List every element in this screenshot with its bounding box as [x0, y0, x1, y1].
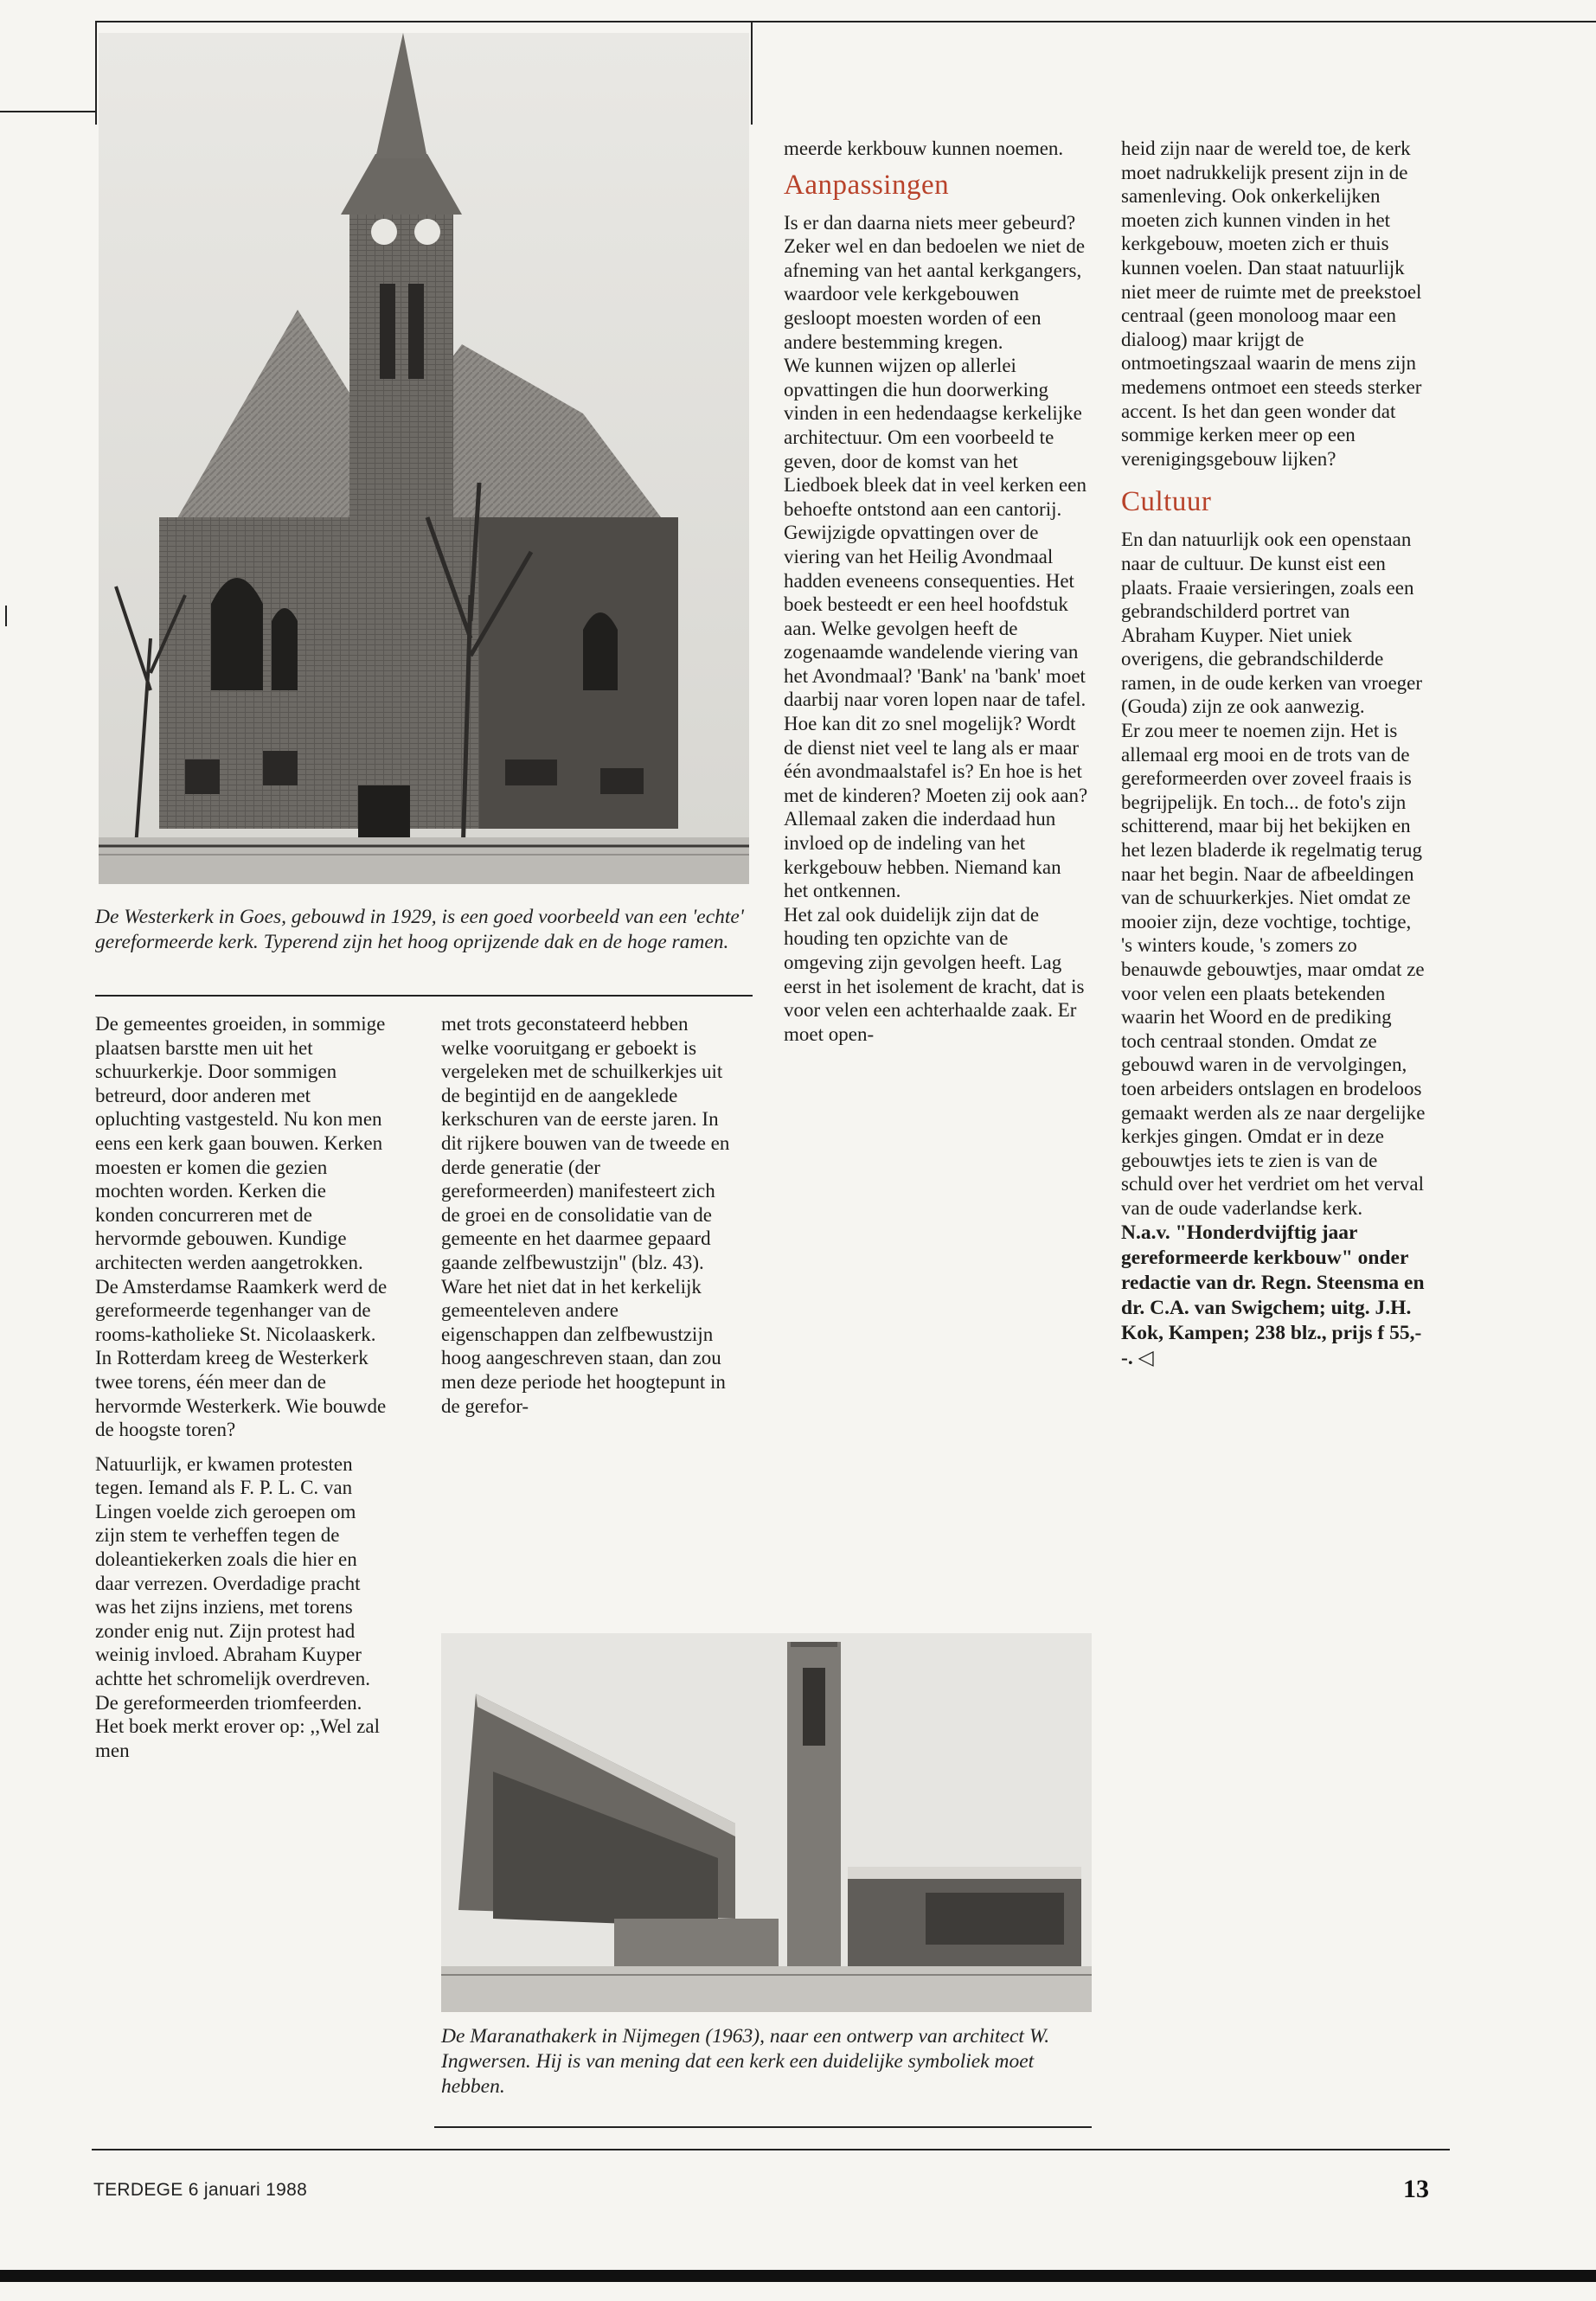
col4-paragraph-2: En dan natuurlijk ook een openstaan naar de cultuur. De kunst eist een plaats. Fraaie versieringen, zoals een gebrandschilderd portret van Abraham Kuyper. Niet uniek overigens, die gebrandschilderde ramen, in de oude kerken van vroeger (Gouda) zijn ze ook aanwezig.: [1121, 529, 1423, 718]
photo2-caption-divider: [434, 2126, 1092, 2128]
col4-paragraph-3: Er zou meer te noemen zijn. Het is allemaal erg mooi en de trots van de gereformeerden over zoveel fraais is begrijpelijk. En toch... de foto's zijn schitterend, maar bij het bekijken en het lezen bladerde ik regelmatig terug naar het begin. Naar de afbeeldingen van de schuurkerkjes. Niet omdat ze mooier zijn, deze vochtige, tochtige, 's winters koude, 's zomers zo benauwde gebouwtjes, maar omdat ze voor velen een plaats betekenden waarin het Woord en de prediking toch centraal stonden. Omdat ze gebouwd waren in de vervolgingen, toen arbeiders ontslagen en brodeloos gemaakt werden als ze naar dergelijke kerkjes gingen. Omdat er in deze gebouwtjes iets te zien is van de schuld over het verdriet om het verval van de oude vaderlandse kerk.: [1121, 720, 1426, 1219]
article-column-4: [1121, 137, 1426, 1371]
footer-date: 6 januari 1988: [188, 2180, 308, 2200]
book-credit: [1121, 1221, 1426, 1371]
photo-maranathakerk-nijmegen: [441, 1633, 1092, 2012]
col3-paragraph-2: We kunnen wijzen op allerlei opvattingen die hun doorwerking vinden in een hedendaagse kerkelijke architectuur. Om een voorbeeld te geven, door de komst van het Liedboek bleek dat in veel kerken een behoefte ontstond aan een cantorij. Gewijzigde opvattingen over de viering van het Heilig Avondmaal hadden eveneens consequenties. Het boek besteedt er een heel hoofdstuk aan. Welke gevolgen heeft de zogenaamde wandelende viering van het Avondmaal? 'Bank' na 'bank' moet daarbij naar voren lopen naar de tafel. Hoe kan dit zo snel mogelijk? Wordt de dienst niet veel te lang als er maar één avondmaalstafel is? En hoe is het met de kinderen? Moeten zij ook aan? Allemaal zaken die inderdaad hun invloed op de indeling van het kerkgebouw hebben. Niemand kan het ontkennen.: [784, 355, 1088, 902]
page-number: 13: [1403, 2175, 1429, 2203]
left-edge-tick: [5, 606, 7, 626]
article-column-1: [95, 1012, 389, 1762]
col3-paragraph-3: Het zal ook duidelijk zijn dat de houding ten opzichte van de omgeving zijn gevolgen heeft. Lag eerst in het isolement de kracht, dat is voor velen een achterhaalde zaak. Er moet open-: [784, 903, 1085, 1045]
photo-westerkerk-goes: [99, 33, 749, 884]
footer-rule: [92, 2149, 1450, 2150]
photo2-caption: De Maranathakerk in Nijmegen (1963), naar een ontwerp van architect W. Ingwersen. Hij is van mening dat een kerk een duidelijke symboliek moet hebben.: [441, 2025, 1050, 2098]
col4-paragraph-1: heid zijn naar de wereld toe, de kerk moet nadrukkelijk present zijn in de samenleving. Ook onkerkelijken moeten zich kunnen vinden in het kerkgebouw, moeten zich er thuis kunnen voelen. Dan staat natuurlijk niet meer de ruimte met de preekstoel centraal (geen monoloog maar een dialoog) maar krijgt de ontmoetingszaal waarin de mens zijn medemens ontmoet een steeds sterker accent. Is het dan geen wonder dat sommige kerken meer op een verenigingsgebouw lijken?: [1121, 138, 1422, 470]
photo1-caption: De Westerkerk in Goes, gebouwd in 1929, is een goed voorbeeld van een 'echte' gereformeerde kerk. Typerend zijn het hoog oprijzende dak en de hoge ramen.: [95, 906, 744, 953]
scan-edge-band: [0, 2270, 1596, 2282]
col1-paragraph-3: De gereformeerden triomfeerden. Het boek merkt erover op: ,,Wel zal men: [95, 1691, 380, 1761]
footer-publication: [93, 2180, 307, 2201]
book-credit-text: N.a.v. "Honderdvijftig jaar gereformeerde kerkbouw" onder redactie van dr. Regn. Steensma en dr. C.A. van Swigchem; uitg. J.H. Kok, Kampen; 238 blz., prijs f 55,--.: [1121, 1221, 1425, 1369]
col3-paragraph-1: Is er dan daarna niets meer gebeurd? Zeker wel en dan bedoelen we niet de afneming van het aantal kerkgangers, waardoor vele kerkgebouwen gesloopt moesten worden of een andere bestemming kregen.: [784, 211, 1086, 353]
top-rule: [95, 21, 1596, 22]
left-frame-rule: [95, 21, 97, 125]
gutter-rule: [751, 21, 753, 125]
col1-paragraph-2: Natuurlijk, er kwamen protesten tegen. Iemand als F. P. L. C. van Lingen voelde zich geroepen om zijn stem te verheffen tegen de doleantiekerken zoals die hier en daar verrezen. Overdadige pracht was het zijns inziens, met torens zonder enig nut. Zijn protest had weinig invloed. Abraham Kuyper achtte het schromelijk overdreven.: [95, 1452, 371, 1690]
col2-paragraph-1: met trots geconstateerd hebben welke vooruitgang er geboekt is vergeleken met de schuilkerkjes uit de begintijd en de aangeklede kerkschuren van de eerste jaren. In dit rijkere bouwen van de tweede en derde generatie (der gereformeerden) manifesteert zich de groei en de consolidatie van de gemeente en het daarmee gepaard gaande zelfbewustzijn" (blz. 43). Ware het niet dat in het kerkelijk gemeenteleven andere eigenschappen dan zelfbewustzijn hoog aangeschreven staan, dan zou men deze periode het hoogtepunt in de gerefor-: [441, 1013, 730, 1417]
article-column-3: [784, 137, 1088, 1046]
subheading-aanpassingen: Aanpassingen: [784, 169, 950, 201]
subheading-cultuur: Cultuur: [1121, 486, 1212, 518]
end-mark-icon: ◁: [1138, 1346, 1154, 1369]
col1-paragraph-1: De gemeentes groeiden, in sommige plaatsen barstte men uit het schuurkerkje. Door sommigen betreurd, door anderen met opluchting vastgesteld. Nu kon men eens een kerk gaan bouwen. Kerken moesten er komen die gezien mochten worden. Kerken die konden concurreren met de hervormde gebouwen. Kundige architecten werden aangetrokken. De Amsterdamse Raamkerk werd de gereformeerde tegenhanger van de rooms-katholieke St. Nicolaaskerk. In Rotterdam kreeg de Westerkerk twee torens, één meer dan de hervormde Westerkerk. Wie bouwde de hoogste toren?: [95, 1013, 388, 1441]
caption-divider: [95, 995, 753, 997]
article-column-2: [441, 1012, 735, 1418]
col3-paragraph-0: meerde kerkbouw kunnen noemen.: [784, 138, 1064, 159]
footer-magazine: TERDEGE: [93, 2180, 183, 2200]
top-left-rule: [0, 111, 95, 112]
